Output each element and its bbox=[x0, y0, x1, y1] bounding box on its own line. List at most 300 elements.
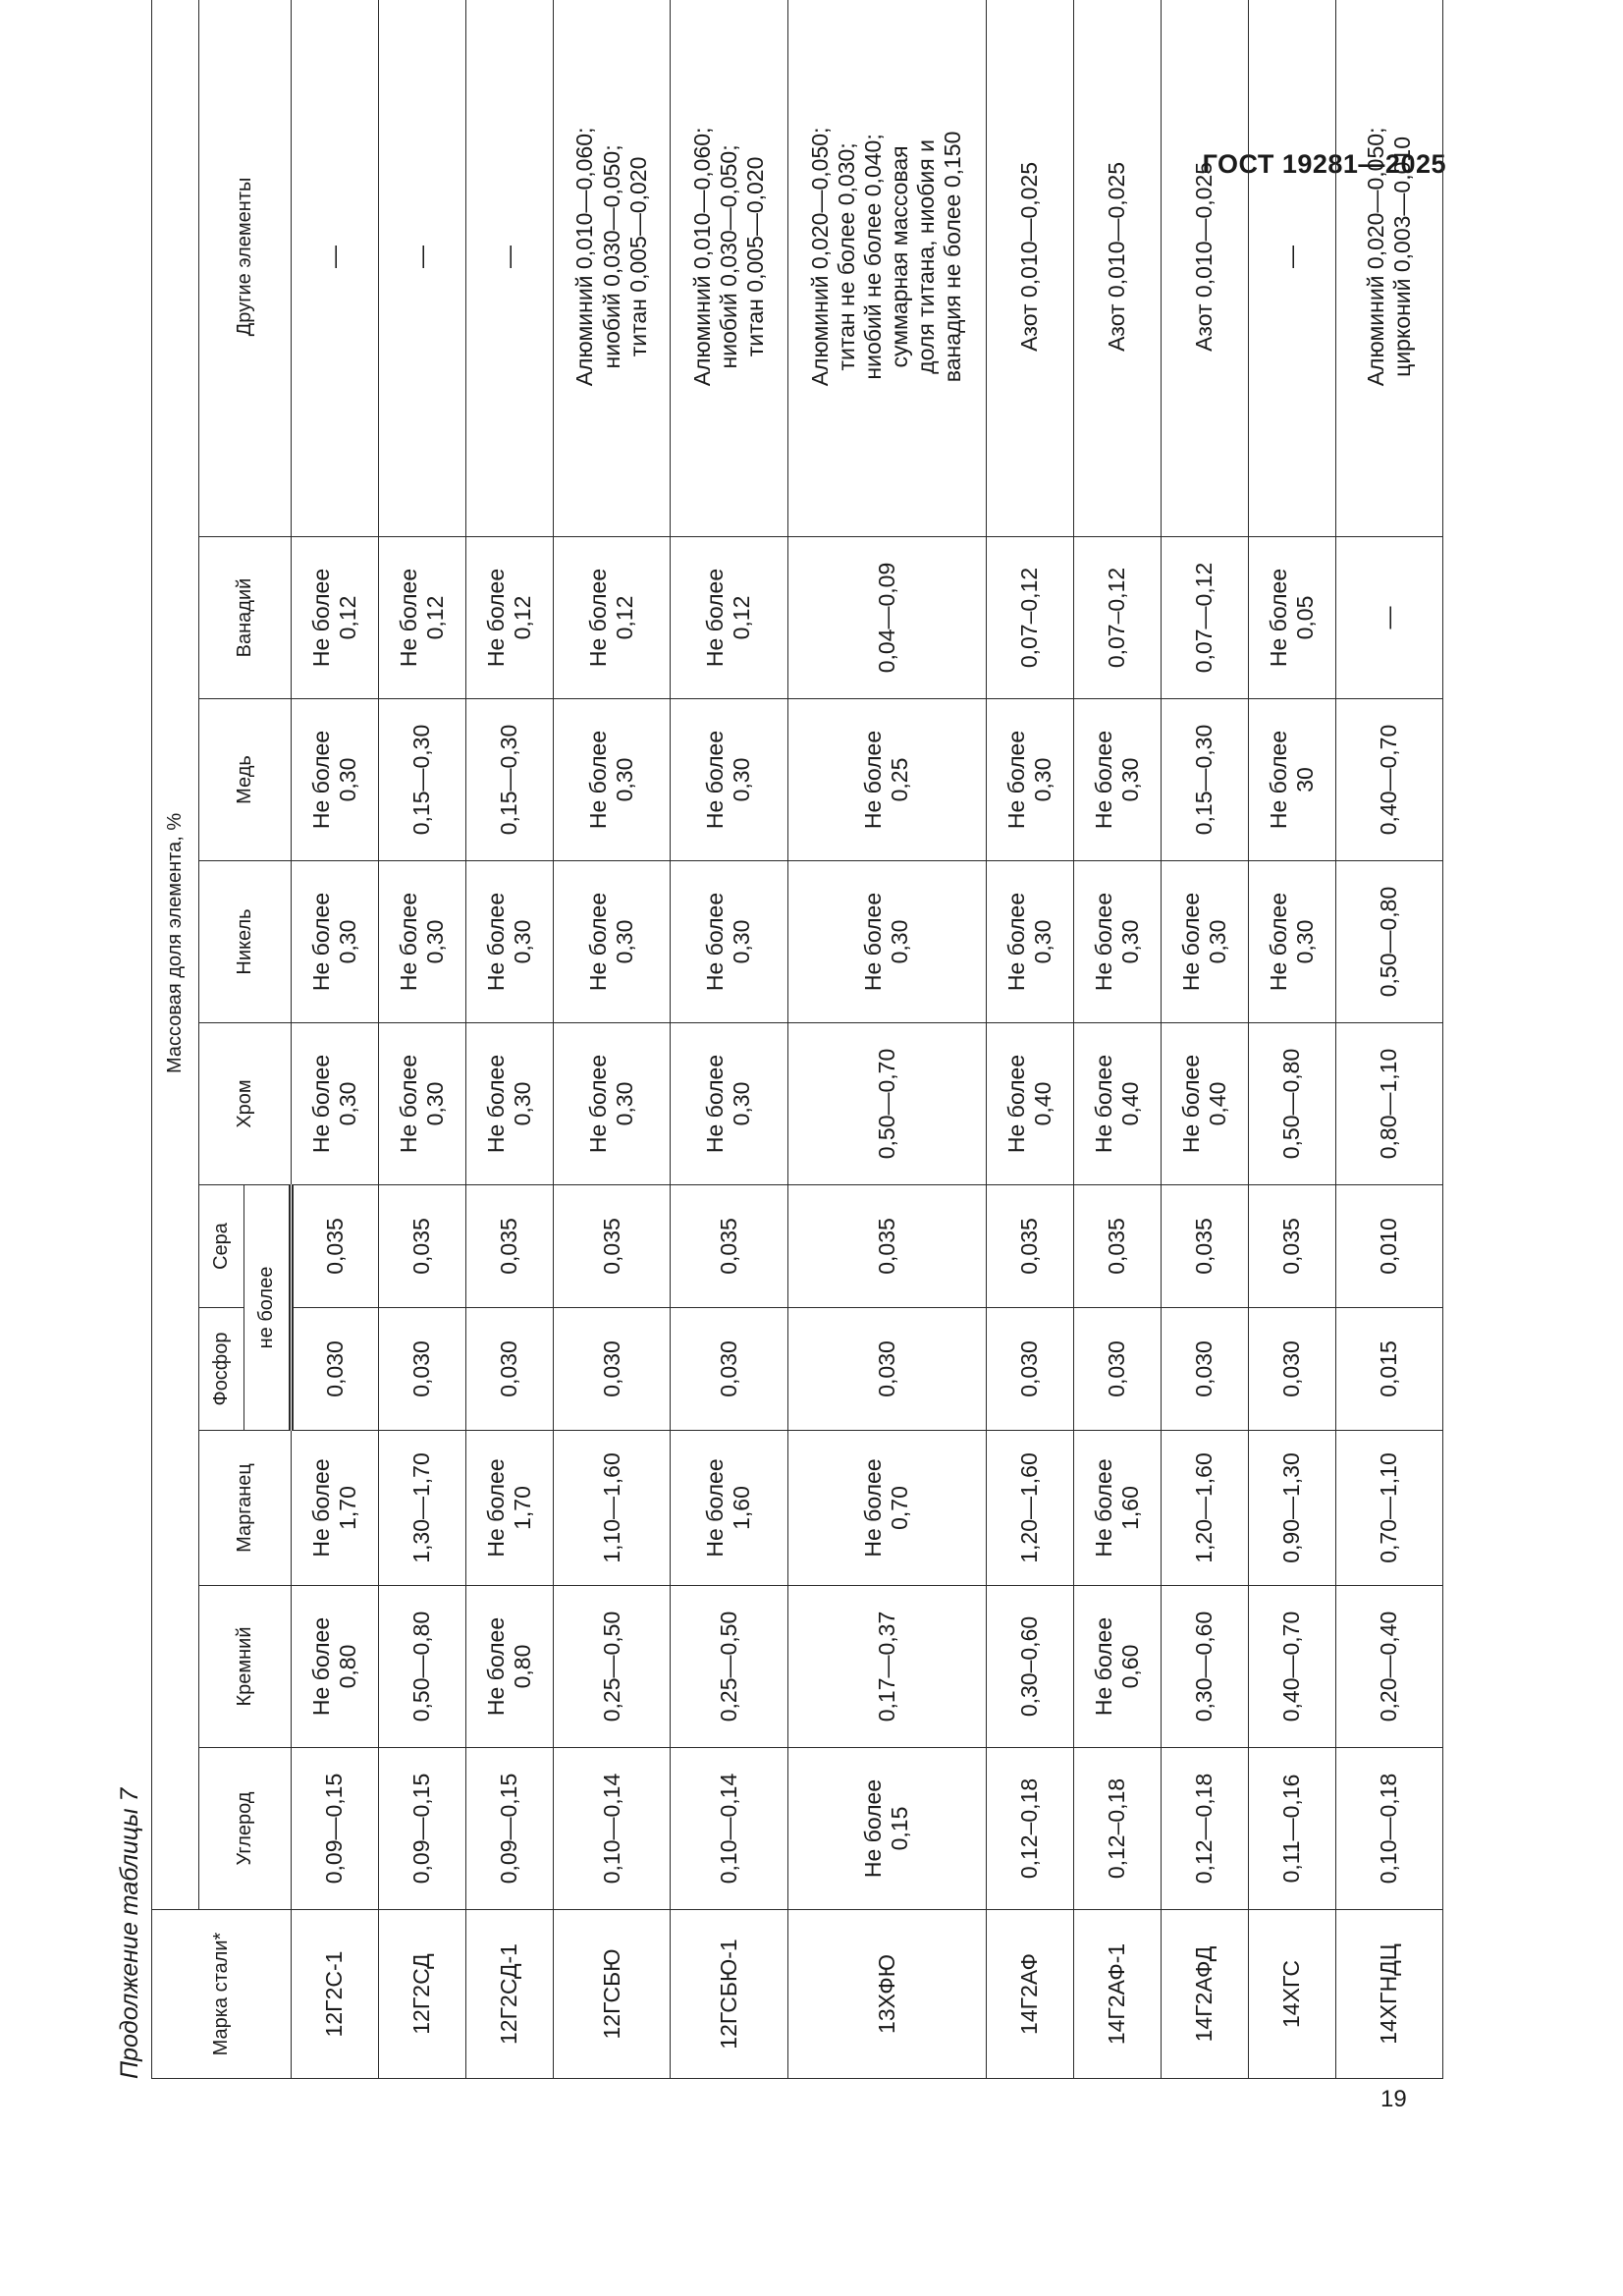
cell-text-line: Азот 0,010—0,025 bbox=[1191, 161, 1217, 352]
cell-grade: 14Г2АФ bbox=[986, 1910, 1073, 2079]
cell-text-line: 0,05 bbox=[1291, 595, 1318, 640]
cell-text-line: Не более bbox=[1090, 730, 1116, 830]
cell-text-line: 0,12 bbox=[612, 595, 638, 640]
cell-copper bbox=[378, 699, 465, 861]
cell-text-line: 0,90—1,30 bbox=[1278, 1452, 1305, 1563]
cell-manganese bbox=[465, 1431, 553, 1586]
table-row bbox=[292, 0, 379, 2079]
cell-copper bbox=[671, 699, 787, 861]
cell-text-line: 1,60 bbox=[1116, 1486, 1143, 1530]
cell-other-elements bbox=[465, 0, 553, 537]
table-body bbox=[292, 0, 1443, 2079]
cell-text-line: 0,30 bbox=[334, 919, 360, 964]
header-carbon: Углерод bbox=[199, 1748, 292, 1910]
cell-sulfur bbox=[1248, 1185, 1335, 1308]
cell-chromium bbox=[986, 1023, 1073, 1185]
cell-sulfur bbox=[671, 1185, 787, 1308]
cell-text-line: Алюминий 0,020—0,050; bbox=[806, 127, 833, 387]
cell-text-line: 0,10—0,14 bbox=[715, 1773, 741, 1885]
cell-text-line: 0,035 bbox=[715, 1218, 741, 1275]
cell-text-line: 0,09—0,15 bbox=[408, 1773, 435, 1885]
cell-carbon bbox=[378, 1748, 465, 1910]
cell-text-line: 0,035 bbox=[1104, 1218, 1130, 1275]
cell-text-line: Азот 0,010—0,025 bbox=[1016, 161, 1043, 352]
table-row bbox=[787, 0, 986, 2079]
cell-phosphorus bbox=[671, 1308, 787, 1431]
cell-carbon bbox=[1073, 1748, 1161, 1910]
cell-text-line: 0,035 bbox=[1016, 1218, 1043, 1275]
cell-text-line: титан 0,005—0,020 bbox=[624, 156, 651, 357]
cell-text-line: 0,030 bbox=[322, 1340, 349, 1397]
cell-manganese bbox=[1335, 1431, 1442, 1586]
cell-text-line: 0,30–0,60 bbox=[1016, 1615, 1043, 1718]
cell-vanadium bbox=[1073, 537, 1161, 699]
cell-carbon bbox=[787, 1748, 986, 1910]
cell-text-line: 1,20—1,60 bbox=[1191, 1452, 1217, 1563]
table-row bbox=[671, 0, 787, 2079]
cell-nickel bbox=[378, 861, 465, 1023]
cell-other-elements bbox=[671, 0, 787, 537]
cell-text-line: 0,07–0,12 bbox=[1016, 567, 1043, 669]
cell-text-line: 0,030 bbox=[408, 1340, 435, 1397]
cell-text-line: Не более bbox=[860, 892, 887, 992]
cell-text-line: 0,25 bbox=[887, 757, 913, 802]
cell-text-line: 0,030 bbox=[1104, 1340, 1130, 1397]
cell-text-line: 0,12–0,18 bbox=[1104, 1777, 1130, 1880]
cell-copper bbox=[986, 699, 1073, 861]
cell-phosphorus bbox=[553, 1308, 670, 1431]
cell-manganese bbox=[986, 1431, 1073, 1586]
cell-carbon bbox=[553, 1748, 670, 1910]
cell-grade: 14ХГНДЦ bbox=[1335, 1910, 1442, 2079]
cell-text-line: Алюминий 0,020—0,050; bbox=[1362, 127, 1388, 387]
cell-text-line: 0,30 bbox=[1029, 757, 1055, 802]
cell-copper bbox=[1248, 699, 1335, 861]
table-header bbox=[152, 0, 292, 2079]
cell-text-line: 0,12 bbox=[421, 595, 448, 640]
cell-manganese bbox=[553, 1431, 670, 1586]
cell-text-line: Не более bbox=[307, 730, 334, 830]
cell-grade: 12Г2СД-1 bbox=[465, 1910, 553, 2079]
table-caption: Продолжение таблицы 7 bbox=[116, 1787, 143, 2079]
cell-chromium bbox=[1073, 1023, 1161, 1185]
cell-text-line: Не более bbox=[584, 730, 611, 830]
cell-phosphorus bbox=[1248, 1308, 1335, 1431]
cell-text-line: 0,50—0,80 bbox=[408, 1611, 435, 1722]
cell-chromium bbox=[465, 1023, 553, 1185]
cell-nickel bbox=[671, 861, 787, 1023]
cell-text-line: Не более bbox=[482, 892, 509, 992]
cell-copper bbox=[292, 699, 379, 861]
cell-other-elements bbox=[1161, 0, 1248, 537]
header-mass-fraction: Массовая доля элемента, % bbox=[152, 0, 199, 1910]
cell-text-line: 0,12—0,18 bbox=[1191, 1773, 1217, 1885]
header-silicon: Кремний bbox=[199, 1586, 292, 1748]
cell-text-line: Не более bbox=[307, 1054, 334, 1154]
cell-silicon bbox=[986, 1586, 1073, 1748]
cell-text-line: Не более bbox=[1177, 1054, 1204, 1154]
cell-vanadium bbox=[787, 537, 986, 699]
cell-vanadium bbox=[671, 537, 787, 699]
cell-text-line: — bbox=[408, 245, 435, 268]
chemical-composition-table bbox=[151, 0, 1443, 2079]
cell-text-line: 0,30 bbox=[887, 919, 913, 964]
cell-text-line: 0,010 bbox=[1376, 1218, 1402, 1275]
cell-text-line: 0,40—0,70 bbox=[1278, 1611, 1305, 1722]
cell-text-line: Не более bbox=[482, 1054, 509, 1154]
cell-text-line: 0,10—0,14 bbox=[598, 1773, 624, 1885]
cell-text-line: 0,035 bbox=[1278, 1218, 1305, 1275]
cell-text-line: 0,09—0,15 bbox=[496, 1773, 522, 1885]
cell-carbon bbox=[1335, 1748, 1442, 1910]
cell-manganese bbox=[1248, 1431, 1335, 1586]
table-row bbox=[1248, 0, 1335, 2079]
cell-text-line: 0,07—0,12 bbox=[1191, 562, 1217, 674]
cell-text-line: 0,030 bbox=[873, 1340, 899, 1397]
cell-text-line: 0,30 bbox=[421, 919, 448, 964]
cell-vanadium bbox=[986, 537, 1073, 699]
cell-silicon bbox=[465, 1586, 553, 1748]
cell-text-line: 0,30 bbox=[1204, 919, 1230, 964]
cell-text-line: суммарная массовая bbox=[887, 145, 913, 368]
cell-carbon bbox=[986, 1748, 1073, 1910]
cell-text-line: 0,30 bbox=[334, 757, 360, 802]
cell-text-line: титан не более 0,030; bbox=[833, 142, 859, 371]
cell-silicon bbox=[1161, 1586, 1248, 1748]
cell-text-line: 0,30 bbox=[1116, 757, 1143, 802]
cell-text-line: Не более bbox=[1090, 1054, 1116, 1154]
cell-text-line: Не более bbox=[482, 1458, 509, 1558]
cell-nickel bbox=[787, 861, 986, 1023]
cell-text-line: 0,035 bbox=[1191, 1218, 1217, 1275]
table-row bbox=[1161, 0, 1248, 2079]
cell-text-line: 0,15—0,30 bbox=[496, 724, 522, 836]
cell-text-line: 0,07–0,12 bbox=[1104, 567, 1130, 669]
cell-text-line: 0,30 bbox=[729, 919, 755, 964]
cell-text-line: 0,40 bbox=[1116, 1081, 1143, 1126]
cell-text-line: 0,80—1,10 bbox=[1376, 1048, 1402, 1160]
table-row bbox=[986, 0, 1073, 2079]
cell-text-line: 0,30 bbox=[421, 1081, 448, 1126]
cell-text-line: Не более bbox=[1090, 892, 1116, 992]
cell-nickel bbox=[292, 861, 379, 1023]
header-copper: Медь bbox=[199, 699, 292, 861]
cell-text-line: Не более bbox=[307, 1458, 334, 1558]
header-chromium: Хром bbox=[199, 1023, 292, 1185]
cell-chromium bbox=[378, 1023, 465, 1185]
cell-text-line: 0,12–0,18 bbox=[1016, 1777, 1043, 1880]
cell-text-line: Не более bbox=[1177, 892, 1204, 992]
cell-silicon bbox=[292, 1586, 379, 1748]
cell-silicon bbox=[1335, 1586, 1442, 1748]
cell-carbon bbox=[1248, 1748, 1335, 1910]
cell-text-line: 0,25—0,50 bbox=[715, 1611, 741, 1722]
cell-carbon bbox=[465, 1748, 553, 1910]
cell-text-line: Не более bbox=[702, 730, 729, 830]
cell-text-line: Не более bbox=[860, 1778, 887, 1879]
cell-text-line: 0,15—0,30 bbox=[408, 724, 435, 836]
cell-text-line: 0,04—0,09 bbox=[873, 562, 899, 674]
cell-grade: 13ХФЮ bbox=[787, 1910, 986, 2079]
cell-phosphorus bbox=[986, 1308, 1073, 1431]
cell-vanadium bbox=[1161, 537, 1248, 699]
cell-text-line: Не более bbox=[860, 730, 887, 830]
cell-text-line: доля титана, ниобия и bbox=[913, 139, 940, 374]
cell-copper bbox=[465, 699, 553, 861]
cell-text-line: 0,035 bbox=[496, 1218, 522, 1275]
cell-grade: 12ГСБЮ bbox=[553, 1910, 670, 2079]
cell-text-line: 1,20—1,60 bbox=[1016, 1452, 1043, 1563]
cell-text-line: 0,25—0,50 bbox=[598, 1611, 624, 1722]
cell-text-line: Не более bbox=[1002, 730, 1029, 830]
cell-grade: 14Г2АФД bbox=[1161, 1910, 1248, 2079]
header-grade: Марка стали* bbox=[152, 1910, 292, 2079]
cell-text-line: 0,030 bbox=[496, 1340, 522, 1397]
cell-text-line: — bbox=[1376, 606, 1402, 629]
cell-text-line: 0,20—0,40 bbox=[1376, 1611, 1402, 1722]
cell-manganese bbox=[1161, 1431, 1248, 1586]
cell-manganese bbox=[671, 1431, 787, 1586]
cell-other-elements bbox=[378, 0, 465, 537]
cell-nickel bbox=[1073, 861, 1161, 1023]
cell-vanadium bbox=[553, 537, 670, 699]
cell-nickel bbox=[1248, 861, 1335, 1023]
cell-text-line: 0,030 bbox=[1191, 1340, 1217, 1397]
standard-designation: ГОСТ 19281—2025 bbox=[1202, 149, 1446, 179]
cell-text-line: Не более bbox=[1090, 1458, 1116, 1558]
header-nickel: Никель bbox=[199, 861, 292, 1023]
cell-other-elements bbox=[1248, 0, 1335, 537]
cell-copper bbox=[1335, 699, 1442, 861]
table-row bbox=[1073, 0, 1161, 2079]
cell-other-elements bbox=[986, 0, 1073, 537]
cell-text-line: 0,030 bbox=[715, 1340, 741, 1397]
cell-silicon bbox=[787, 1586, 986, 1748]
cell-vanadium bbox=[465, 537, 553, 699]
table-row bbox=[1335, 0, 1442, 2079]
cell-text-line: Не более bbox=[307, 892, 334, 992]
cell-text-line: Алюминий 0,010—0,060; bbox=[688, 127, 715, 387]
cell-text-line: 0,15—0,30 bbox=[1191, 724, 1217, 836]
cell-manganese bbox=[1073, 1431, 1161, 1586]
cell-text-line: 0,70—1,10 bbox=[1376, 1452, 1402, 1563]
cell-text-line: Не более bbox=[702, 1458, 729, 1558]
cell-phosphorus bbox=[465, 1308, 553, 1431]
cell-text-line: 0,30 bbox=[1029, 919, 1055, 964]
cell-text-line: Не более bbox=[1002, 892, 1029, 992]
cell-text-line: Не более bbox=[584, 568, 611, 668]
cell-phosphorus bbox=[1161, 1308, 1248, 1431]
cell-text-line: 0,15 bbox=[887, 1806, 913, 1851]
cell-carbon bbox=[1161, 1748, 1248, 1910]
cell-text-line: титан 0,005—0,020 bbox=[741, 156, 768, 357]
cell-text-line: 0,035 bbox=[322, 1218, 349, 1275]
cell-text-line: 0,035 bbox=[873, 1218, 899, 1275]
cell-text-line: Не более bbox=[482, 568, 509, 668]
cell-text-line: Не более bbox=[702, 568, 729, 668]
cell-text-line: 0,50—0,80 bbox=[1376, 886, 1402, 998]
cell-phosphorus bbox=[1073, 1308, 1161, 1431]
cell-sulfur bbox=[986, 1185, 1073, 1308]
cell-text-line: 0,30 bbox=[612, 919, 638, 964]
cell-text-line: Не более bbox=[395, 568, 421, 668]
cell-phosphorus bbox=[787, 1308, 986, 1431]
cell-copper bbox=[1161, 699, 1248, 861]
cell-text-line: 0,12 bbox=[334, 595, 360, 640]
cell-text-line: — bbox=[496, 245, 522, 268]
cell-other-elements bbox=[1335, 0, 1442, 537]
cell-grade: 12Г2СД bbox=[378, 1910, 465, 2079]
cell-text-line: 0,30 bbox=[612, 757, 638, 802]
cell-nickel bbox=[1335, 861, 1442, 1023]
table-row bbox=[465, 0, 553, 2079]
cell-text-line: 1,70 bbox=[509, 1486, 535, 1530]
cell-text-line: 0,12 bbox=[509, 595, 535, 640]
cell-text-line: 0,30 bbox=[612, 1081, 638, 1126]
cell-other-elements bbox=[553, 0, 670, 537]
cell-text-line: 0,50—0,80 bbox=[1278, 1048, 1305, 1160]
cell-silicon bbox=[1248, 1586, 1335, 1748]
cell-text-line: — bbox=[1278, 245, 1305, 268]
cell-text-line: Не более bbox=[1090, 1616, 1116, 1717]
cell-text-line: Не более bbox=[1265, 568, 1291, 668]
cell-manganese bbox=[292, 1431, 379, 1586]
cell-carbon bbox=[671, 1748, 787, 1910]
cell-text-line: 0,11—0,16 bbox=[1278, 1774, 1305, 1884]
cell-silicon bbox=[671, 1586, 787, 1748]
cell-text-line: Алюминий 0,010—0,060; bbox=[571, 127, 598, 387]
cell-carbon bbox=[292, 1748, 379, 1910]
cell-silicon bbox=[378, 1586, 465, 1748]
cell-manganese bbox=[787, 1431, 986, 1586]
cell-chromium bbox=[1335, 1023, 1442, 1185]
cell-text-line: Не более bbox=[395, 892, 421, 992]
cell-text-line: 0,80 bbox=[334, 1644, 360, 1689]
cell-text-line: 0,030 bbox=[1278, 1340, 1305, 1397]
cell-text-line: 0,30 bbox=[334, 1081, 360, 1126]
cell-vanadium bbox=[292, 537, 379, 699]
cell-text-line: Не более bbox=[307, 568, 334, 668]
cell-text-line: Не более bbox=[584, 1054, 611, 1154]
cell-text-line: Не более bbox=[1002, 1054, 1029, 1154]
table-row bbox=[553, 0, 670, 2079]
cell-text-line: 0,30 bbox=[509, 919, 535, 964]
cell-text-line: 0,80 bbox=[509, 1644, 535, 1689]
cell-text-line: ванадия не более 0,150 bbox=[940, 131, 966, 383]
cell-text-line: Не более bbox=[1265, 730, 1291, 830]
cell-text-line: 0,70 bbox=[887, 1486, 913, 1530]
table-row bbox=[378, 0, 465, 2079]
header-sulfur: Сера bbox=[199, 1185, 244, 1308]
cell-text-line: 0,030 bbox=[598, 1340, 624, 1397]
cell-sulfur bbox=[553, 1185, 670, 1308]
cell-chromium bbox=[553, 1023, 670, 1185]
cell-text-line: 0,035 bbox=[408, 1218, 435, 1275]
cell-text-line: Не более bbox=[1265, 892, 1291, 992]
cell-copper bbox=[553, 699, 670, 861]
cell-other-elements bbox=[1073, 0, 1161, 537]
cell-sulfur bbox=[1335, 1185, 1442, 1308]
cell-text-line: 1,70 bbox=[334, 1486, 360, 1530]
cell-text-line: 1,30—1,70 bbox=[408, 1452, 435, 1563]
page-number: 19 bbox=[1380, 2086, 1407, 2112]
cell-vanadium bbox=[1248, 537, 1335, 699]
cell-text-line: 30 bbox=[1291, 767, 1318, 793]
cell-text-line: 0,30 bbox=[1116, 919, 1143, 964]
cell-text-line: 0,40 bbox=[1204, 1081, 1230, 1126]
cell-text-line: 0,015 bbox=[1376, 1340, 1402, 1397]
cell-text-line: 0,030 bbox=[1016, 1340, 1043, 1397]
cell-text-line: Не более bbox=[584, 892, 611, 992]
cell-chromium bbox=[671, 1023, 787, 1185]
cell-text-line: цирконий 0,003—0,010 bbox=[1388, 137, 1415, 377]
cell-text-line: Не более bbox=[702, 1054, 729, 1154]
cell-text-line: 0,09—0,15 bbox=[321, 1773, 348, 1885]
cell-nickel bbox=[465, 861, 553, 1023]
cell-phosphorus bbox=[378, 1308, 465, 1431]
rotated-table-area bbox=[108, 0, 1443, 2079]
cell-text-line: Не более bbox=[395, 1054, 421, 1154]
cell-nickel bbox=[553, 861, 670, 1023]
cell-phosphorus bbox=[1335, 1308, 1442, 1431]
cell-text-line: 0,30 bbox=[509, 1081, 535, 1126]
cell-text-line: 1,10—1,60 bbox=[598, 1452, 624, 1563]
header-other-elements: Другие элементы bbox=[199, 0, 292, 537]
cell-nickel bbox=[986, 861, 1073, 1023]
cell-vanadium bbox=[1335, 537, 1442, 699]
header-not-more-than: не более bbox=[244, 1185, 292, 1431]
header-phosphorus: Фосфор bbox=[199, 1308, 244, 1431]
cell-text-line: Не более bbox=[860, 1458, 887, 1558]
cell-nickel bbox=[1161, 861, 1248, 1023]
cell-text-line: Не более bbox=[482, 1616, 509, 1717]
cell-other-elements bbox=[787, 0, 986, 537]
cell-grade: 14ХГС bbox=[1248, 1910, 1335, 2079]
cell-manganese bbox=[378, 1431, 465, 1586]
cell-sulfur bbox=[465, 1185, 553, 1308]
cell-text-line: 0,50—0,70 bbox=[873, 1048, 899, 1160]
cell-sulfur bbox=[787, 1185, 986, 1308]
cell-other-elements bbox=[292, 0, 379, 537]
cell-sulfur bbox=[292, 1185, 379, 1308]
cell-text-line: 0,035 bbox=[598, 1218, 624, 1275]
cell-grade: 14Г2АФ-1 bbox=[1073, 1910, 1161, 2079]
cell-text-line: ниобий 0,030—0,050; bbox=[598, 144, 624, 369]
cell-text-line: 0,10—0,18 bbox=[1376, 1773, 1402, 1885]
cell-chromium bbox=[1161, 1023, 1248, 1185]
cell-text-line: 0,30 bbox=[729, 757, 755, 802]
cell-text-line: ниобий 0,030—0,050; bbox=[715, 144, 741, 369]
cell-phosphorus bbox=[292, 1308, 379, 1431]
header-vanadium: Ванадий bbox=[199, 537, 292, 699]
cell-silicon bbox=[553, 1586, 670, 1748]
cell-vanadium bbox=[378, 537, 465, 699]
cell-chromium bbox=[292, 1023, 379, 1185]
cell-text-line: 0,30—0,60 bbox=[1191, 1611, 1217, 1722]
cell-copper bbox=[1073, 699, 1161, 861]
cell-text-line: Азот 0,010—0,025 bbox=[1104, 161, 1130, 352]
cell-text-line: Не более bbox=[702, 892, 729, 992]
cell-chromium bbox=[1248, 1023, 1335, 1185]
cell-text-line: 0,30 bbox=[729, 1081, 755, 1126]
cell-chromium bbox=[787, 1023, 986, 1185]
cell-text-line: 0,30 bbox=[1291, 919, 1318, 964]
cell-text-line: Не более bbox=[307, 1616, 334, 1717]
cell-text-line: 1,60 bbox=[729, 1486, 755, 1530]
cell-grade: 12Г2С-1 bbox=[292, 1910, 379, 2079]
cell-text-line: — bbox=[321, 245, 348, 268]
cell-text-line: 0,60 bbox=[1116, 1644, 1143, 1689]
